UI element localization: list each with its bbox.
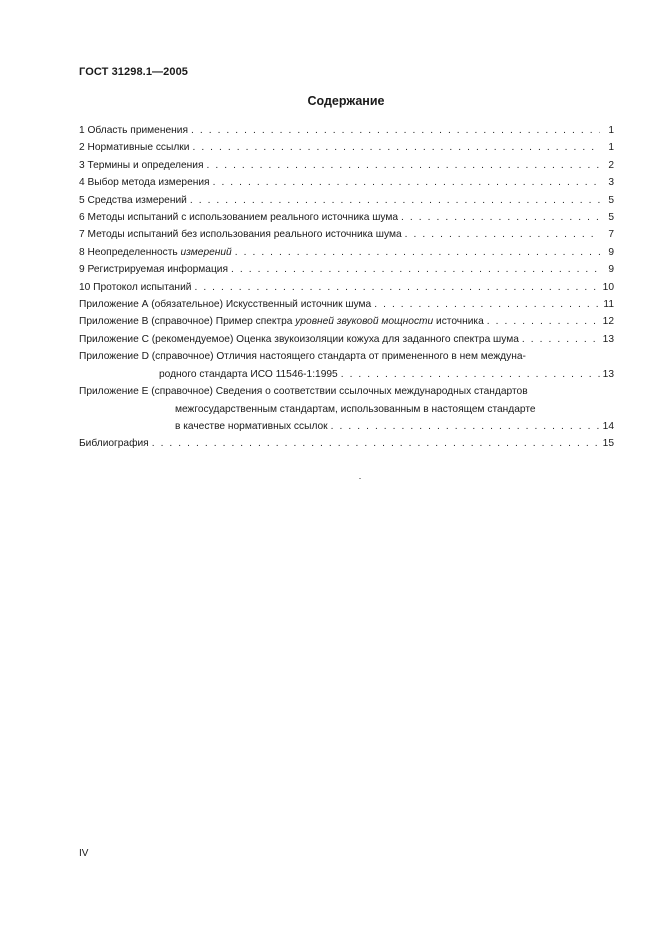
toc-entry-label: 10 Протокол испытаний <box>79 281 192 293</box>
toc-entry-2[interactable] <box>79 139 614 156</box>
toc-entry-label: Приложение Е (справочное) Сведения о соответствии ссылочных международных стандартов <box>79 386 528 398</box>
toc-leader-dots <box>331 418 600 435</box>
toc-entry-page: 9 <box>608 246 614 258</box>
toc-entry-label-italic: уровней звуковой мощности <box>295 316 434 328</box>
toc-entry-label: межгосударственным стандартам, использованным в настоящем стандарте <box>175 403 536 415</box>
toc-entry-4[interactable] <box>79 174 614 191</box>
toc-entry-page: 1 <box>608 125 614 136</box>
toc-entry-page: 7 <box>608 229 614 241</box>
toc-leader-dots <box>341 366 600 383</box>
toc-leader-dots <box>194 279 600 296</box>
toc-entry-page: 13 <box>602 333 614 345</box>
toc-entry-6[interactable] <box>79 209 614 226</box>
toc-leader-dots <box>522 331 600 348</box>
toc-leader-dots <box>401 209 600 226</box>
toc-leader-dots <box>231 261 600 278</box>
toc-entry-page: 5 <box>608 212 614 224</box>
toc-entry-page: 15 <box>602 438 614 450</box>
toc-entry-label: 5 Средства измерений <box>79 194 187 206</box>
toc-entry-5[interactable] <box>79 192 614 209</box>
toc-entry-page: 10 <box>602 281 614 293</box>
toc-leader-dots <box>152 435 600 452</box>
toc-entry-bibliography[interactable] <box>79 435 614 452</box>
toc-entry-10[interactable] <box>79 279 614 296</box>
toc-entry-label: 4 Выбор метода измерения <box>79 177 210 189</box>
toc-leader-dots <box>192 139 600 156</box>
toc-entry-label: 6 Методы испытаний с использованием реального источника шума <box>79 212 399 224</box>
toc-leader-dots <box>190 192 600 209</box>
toc-entry-annex-c[interactable] <box>79 331 614 348</box>
scan-speck <box>359 478 361 479</box>
toc-entry-page: 2 <box>608 159 614 171</box>
toc-leader-dots <box>213 174 600 191</box>
toc-entry-page: 14 <box>602 420 614 432</box>
toc-entry-label: Приложение С (рекомендуемое) Оценка звукоизоляции кожуха для заданного спектра шума <box>79 333 519 345</box>
toc-entry-label-text: Приложение В (справочное) Пример спектра <box>79 316 296 328</box>
toc-leader-dots <box>487 313 600 330</box>
toc-entry-page: 9 <box>608 264 614 276</box>
toc-leader-dots <box>405 226 600 243</box>
document-code-header: ГОСТ 31298.1—2005 <box>79 66 189 78</box>
toc-entry-label: Библиография <box>79 438 149 450</box>
toc-leader-dots <box>374 296 600 313</box>
toc-entry-label: Приложение А (обязательное) Искусственный источник шума <box>79 299 372 311</box>
toc-entry-8[interactable] <box>79 244 614 261</box>
toc-entry-label <box>79 244 232 261</box>
toc-entry-label <box>79 313 484 330</box>
toc-entry-label: родного стандарта ИСО 11546-1:1995 <box>159 368 338 380</box>
toc-entry-label-italic: измерений <box>180 246 232 258</box>
toc-entry-label: Приложение D (справочное) Отличия настоящего стандарта от примененного в нем междуна- <box>79 351 526 363</box>
toc-entry-9[interactable] <box>79 261 614 278</box>
toc-entry-continuation <box>79 366 614 383</box>
toc-entry-1[interactable] <box>79 122 614 139</box>
toc-entry-label-text: 8 Неопределенность <box>79 246 181 258</box>
toc-entry-label: 2 Нормативные ссылки <box>79 142 190 154</box>
toc-entry-page: 5 <box>608 194 614 206</box>
toc-entry-annex-d[interactable] <box>79 348 614 383</box>
toc-leader-dots <box>235 244 600 261</box>
toc-entry-annex-e[interactable] <box>79 383 614 435</box>
page-number: IV <box>79 848 89 859</box>
table-of-contents <box>79 122 614 453</box>
toc-title: Содержание <box>307 94 385 108</box>
toc-entry-page: 11 <box>603 299 614 311</box>
toc-leader-dots <box>191 122 600 139</box>
toc-entry-3[interactable] <box>79 157 614 174</box>
toc-entry-annex-a[interactable] <box>79 296 614 313</box>
toc-entry-continuation <box>79 418 614 435</box>
toc-entry-page: 13 <box>602 368 614 380</box>
toc-entry-label-text: источника <box>433 316 484 328</box>
toc-entry-page: 3 <box>608 177 614 189</box>
toc-entry-page: 12 <box>602 316 614 328</box>
toc-leader-dots <box>206 157 600 174</box>
toc-entry-7[interactable] <box>79 226 614 243</box>
toc-entry-label: 7 Методы испытаний без использования реального источника шума <box>79 229 402 241</box>
toc-entry-page: 1 <box>608 142 614 154</box>
toc-entry-label: 9 Регистрируемая информация <box>79 264 228 276</box>
toc-entry-label: 3 Термины и определения <box>79 159 204 171</box>
toc-entry-annex-b[interactable] <box>79 313 614 330</box>
toc-entry-label: в качестве нормативных ссылок <box>175 420 328 432</box>
toc-entry-label: 1 Область применения <box>79 125 188 136</box>
